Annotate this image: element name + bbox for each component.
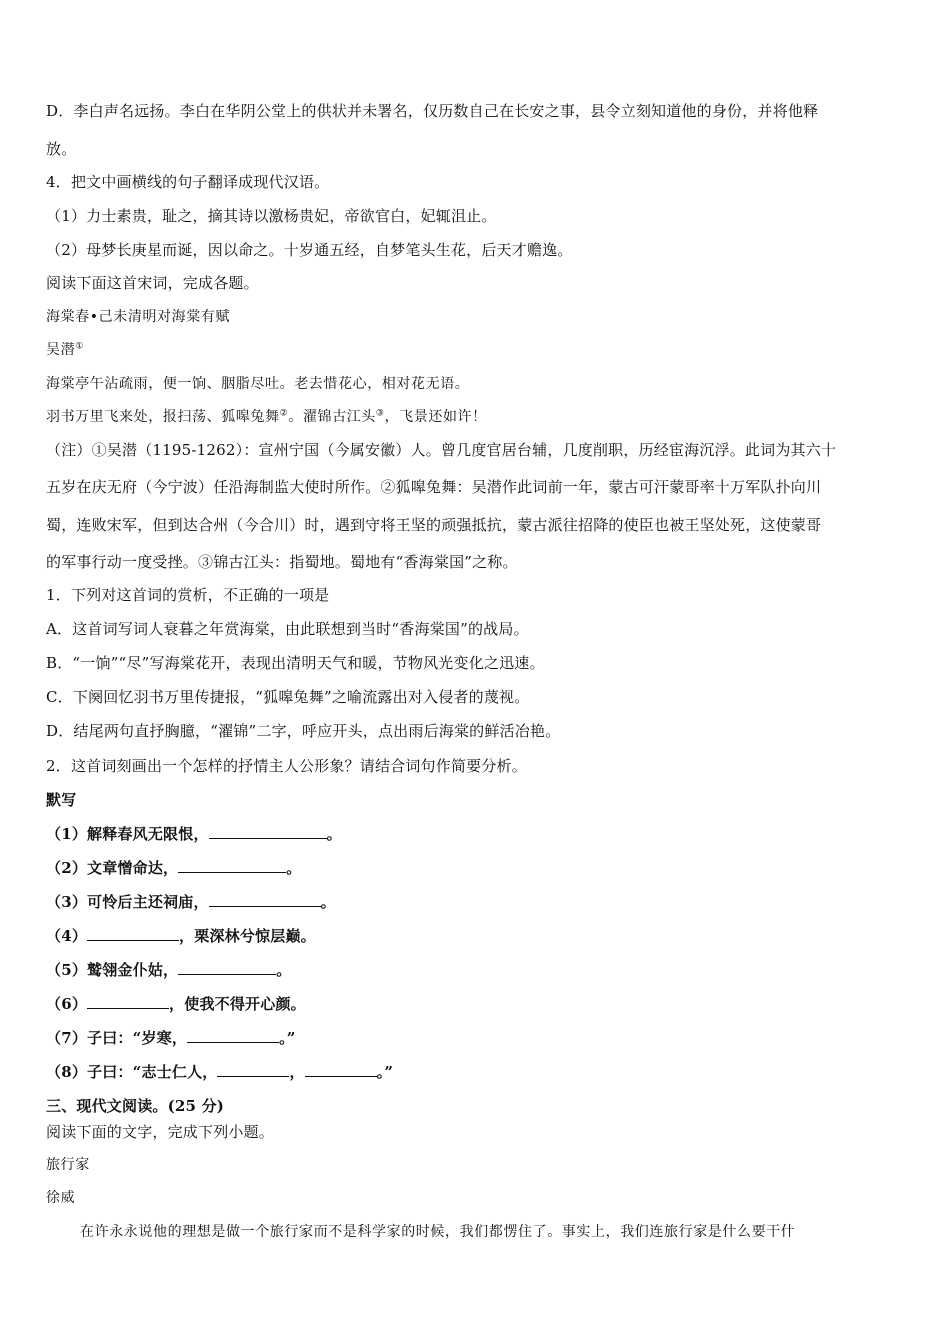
poem-line-2: 羽书万里飞来处，报扫荡、狐嗥兔舞②。濯锦古江头③，飞景还如许！ bbox=[46, 408, 487, 425]
note-line-4: 的军事行动一度受挫。③锦古江头：指蜀地。蜀地有“香海棠国”之称。 bbox=[46, 553, 518, 571]
dictation-item-4: （4） ，栗深林兮惊层巅。 bbox=[46, 927, 316, 945]
poem-question-1-option-c: C．下阕回忆羽书万里传捷报，“狐嗥兔舞”之喻流露出对入侵者的蔑视。 bbox=[46, 688, 530, 706]
answer-blank[interactable] bbox=[178, 960, 276, 975]
dictation-item-5: （5）鹫翎金仆姑， 。 bbox=[46, 961, 292, 979]
footnote-marker: ① bbox=[75, 341, 84, 352]
answer-blank[interactable] bbox=[178, 858, 286, 873]
dictation-item-6: （6） ，使我不得开心颜。 bbox=[46, 995, 306, 1013]
answer-blank[interactable] bbox=[305, 1062, 377, 1077]
note-line-2: 五岁在庆无府（今宁波）任沿海制监大使时所作。②狐嗥兔舞：吴潜作此词前一年，蒙古可汗蒙哥率十万军队扑向川 bbox=[46, 478, 822, 496]
poem-question-1: 1．下列对这首词的赏析，不正确的一项是 bbox=[46, 586, 330, 604]
poem-question-1-option-b: B．“一饷”“尽”写海棠花开，表现出清明天气和暖，节物风光变化之迅速。 bbox=[46, 654, 545, 672]
q3-option-d-line2: 放。 bbox=[46, 140, 77, 158]
poem-question-2: 2．这首词刻画出一个怎样的抒情主人公形象？请结合词句作简要分析。 bbox=[46, 757, 527, 775]
dictation-item-7: （7）子曰：“岁寒， 。” bbox=[46, 1029, 296, 1047]
dictation-item-1: （1）解释春风无限恨， 。 bbox=[46, 825, 342, 843]
q4-stem: 4．把文中画横线的句子翻译成现代汉语。 bbox=[46, 173, 330, 191]
dictation-item-3: （3）可怜后主还祠庙， 。 bbox=[46, 893, 336, 911]
dictation-item-8: （8）子曰：“志士仁人， ， 。” bbox=[46, 1063, 394, 1081]
section-3-title: 三、现代文阅读。(25 分) bbox=[46, 1097, 225, 1115]
answer-blank[interactable] bbox=[217, 1062, 289, 1077]
q3-option-d-line1: D．李白声名远扬。李白在华阴公堂上的供状并未署名，仅历数自己在长安之事，县令立刻知道他的身份，并将他释 bbox=[46, 102, 819, 120]
q4-sentence-1: （1）力士素贵，耻之，摘其诗以激杨贵妃，帝欲官白，妃辄沮止。 bbox=[46, 207, 497, 225]
poem-author: 吴潜① bbox=[46, 341, 84, 358]
dictation-item-2: （2）文章憎命达， 。 bbox=[46, 859, 302, 877]
poem-title: 海棠春•己未清明对海棠有赋 bbox=[46, 309, 231, 325]
q4-sentence-2: （2）母梦长庚星而诞，因以命之。十岁通五经，自梦笔头生花，后天才赡逸。 bbox=[46, 241, 573, 259]
answer-blank[interactable] bbox=[209, 892, 321, 907]
footnote-marker: ② bbox=[279, 408, 289, 419]
poem-question-1-option-d: D．结尾两句直抒胸臆，“濯锦”二字，呼应开头，点出雨后海棠的鲜活冶艳。 bbox=[46, 722, 561, 740]
answer-blank[interactable] bbox=[87, 926, 179, 941]
article-title: 旅行家 bbox=[46, 1157, 90, 1173]
footnote-marker: ③ bbox=[375, 408, 385, 419]
article-paragraph-1: 在许永永说他的理想是做一个旅行家而不是科学家的时候，我们都愣住了。事实上，我们连旅行家是什么要干什 bbox=[80, 1224, 796, 1240]
answer-blank[interactable] bbox=[187, 1028, 279, 1043]
poem-line-1: 海棠亭午沾疏雨，便一饷、胭脂尽吐。老去惜花心，相对花无语。 bbox=[46, 376, 470, 392]
note-line-1: （注）①吴潜（1195-1262）：宣州宁国（今属安徽）人。曾几度官居台辅，几度削职，历经宦海沉浮。此词为其六十 bbox=[46, 441, 837, 459]
article-author: 徐威 bbox=[46, 1190, 76, 1206]
poem-question-1-option-a: A．这首词写词人衰暮之年赏海棠，由此联想到当时“香海棠国”的战局。 bbox=[46, 620, 529, 638]
dictation-title: 默写 bbox=[46, 791, 77, 809]
section-3-intro: 阅读下面的文字，完成下列小题。 bbox=[46, 1123, 275, 1141]
answer-blank[interactable] bbox=[209, 824, 327, 839]
poem-intro: 阅读下面这首宋词，完成各题。 bbox=[46, 274, 259, 292]
answer-blank[interactable] bbox=[87, 994, 169, 1009]
note-line-3: 蜀，连败宋军，但到达合州（今合川）时，遇到守将王坚的顽强抵抗，蒙古派往招降的使臣也被王坚处死，这使蒙哥 bbox=[46, 516, 822, 534]
